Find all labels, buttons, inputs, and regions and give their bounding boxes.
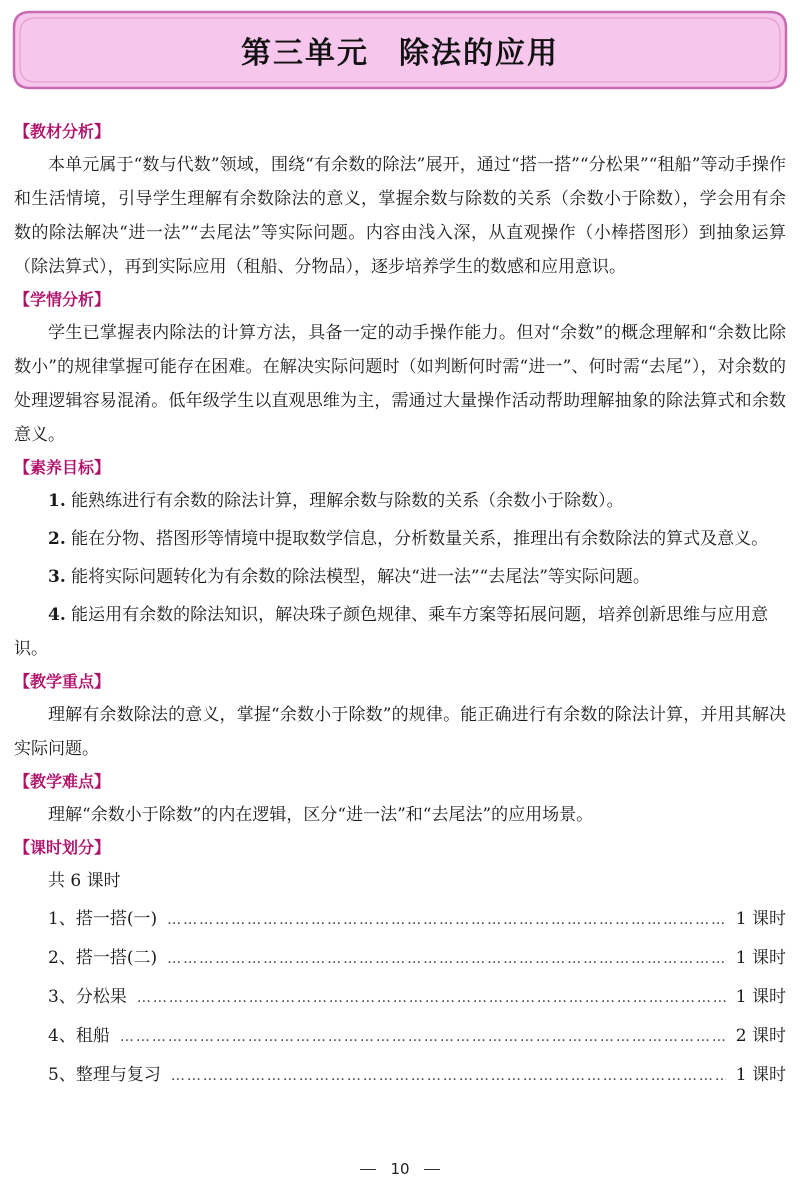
lesson-row <box>48 978 786 1017</box>
unit-label: 第三单元 <box>241 36 369 71</box>
goal-item <box>14 484 786 518</box>
page-number: 10 <box>390 1160 410 1178</box>
student-analysis-text: 学生已掌握表内除法的计算方法，具备一定的动手操作能力。但对“余数”的概念理解和“余数比除数小”的规律掌握可能存在困难。在解决实际问题时（如判断何时需“进一”、何时需“去尾”），对余数的处理逻辑容易混淆。低年级学生以直观思维为主，需通过大量操作活动帮助理解抽象的除法算式和余数意义。 <box>14 323 786 445</box>
leader-dots <box>167 901 726 939</box>
lesson-row <box>48 1017 786 1056</box>
leader-dots <box>167 940 726 978</box>
student-analysis-heading: 【学情分析】 <box>14 290 111 309</box>
unit-title: 除法的应用 <box>399 36 559 71</box>
key-points-text: 理解有余数除法的意义，掌握“余数小于除数”的规律。能正确进行有余数的除法计算，并用其解决实际问题。 <box>14 705 786 759</box>
page-content <box>14 116 786 1095</box>
difficulty-text: 理解“余数小于除数”的内在逻辑，区分“进一法”和“去尾法”的应用场景。 <box>48 805 594 825</box>
textbook-analysis-text: 本单元属于“数与代数”领域，围绕“有余数的除法”展开，通过“搭一搭”“分松果”“租船”等动手操作和生活情境，引导学生理解有余数除法的意义，掌握余数与除数的关系（余数小于除数），学会用有余数的除法解决“进一法”“去尾法”等实际问题。内容由浅入深，从直观操作（小棒搭图形）到抽象运算（除法算式），再到实际应用（租船、分物品），逐步培养学生的数感和应用意识。 <box>14 155 786 277</box>
goal-text: 能运用有余数的除法知识，解决珠子颜色规律、乘车方案等拓展问题，培养创新思维与应用意识。 <box>14 605 769 659</box>
lesson-name: 4、租船 <box>48 1026 110 1046</box>
lesson-hours: 1 课时 <box>735 1065 786 1085</box>
goal-item <box>14 598 786 666</box>
footer-dash-right <box>424 1169 440 1170</box>
goal-number: 3. <box>48 567 66 587</box>
leader-dots <box>137 979 726 1017</box>
lesson-hours: 2 课时 <box>735 1026 786 1046</box>
goal-number: 2. <box>48 529 66 549</box>
textbook-analysis-heading: 【教材分析】 <box>14 122 111 141</box>
lesson-name: 5、整理与复习 <box>48 1065 161 1085</box>
page-title <box>8 6 792 94</box>
goal-item <box>14 560 786 594</box>
goal-text: 能熟练进行有余数的除法计算，理解余数与除数的关系（余数小于除数）。 <box>71 491 624 511</box>
lesson-row <box>48 900 786 939</box>
page-footer <box>0 1160 800 1178</box>
lesson-name: 2、搭一搭(二) <box>48 948 158 968</box>
difficulty-heading: 【教学难点】 <box>14 772 111 791</box>
goal-number: 1. <box>48 491 66 511</box>
lesson-row <box>48 1056 786 1095</box>
goals-heading: 【素养目标】 <box>14 458 111 477</box>
goal-number: 4. <box>48 605 66 625</box>
schedule-heading: 【课时划分】 <box>14 838 111 857</box>
unit-banner <box>8 6 792 94</box>
lesson-name: 3、分松果 <box>48 987 127 1007</box>
lesson-hours: 1 课时 <box>735 987 786 1007</box>
goal-item <box>14 522 786 556</box>
total-hours: 共 6 课时 <box>48 871 121 891</box>
lesson-hours: 1 课时 <box>735 948 786 968</box>
lesson-row <box>48 939 786 978</box>
leader-dots <box>171 1057 726 1095</box>
goal-text: 能在分物、搭图形等情境中提取数学信息，分析数量关系，推理出有余数除法的算式及意义。 <box>71 529 769 549</box>
leader-dots <box>120 1018 726 1056</box>
key-points-heading: 【教学重点】 <box>14 672 111 691</box>
goal-text: 能将实际问题转化为有余数的除法模型，解决“进一法”“去尾法”等实际问题。 <box>71 567 650 587</box>
footer-dash-left <box>360 1169 376 1170</box>
lesson-name: 1、搭一搭(一) <box>48 909 158 929</box>
lesson-hours: 1 课时 <box>735 909 786 929</box>
